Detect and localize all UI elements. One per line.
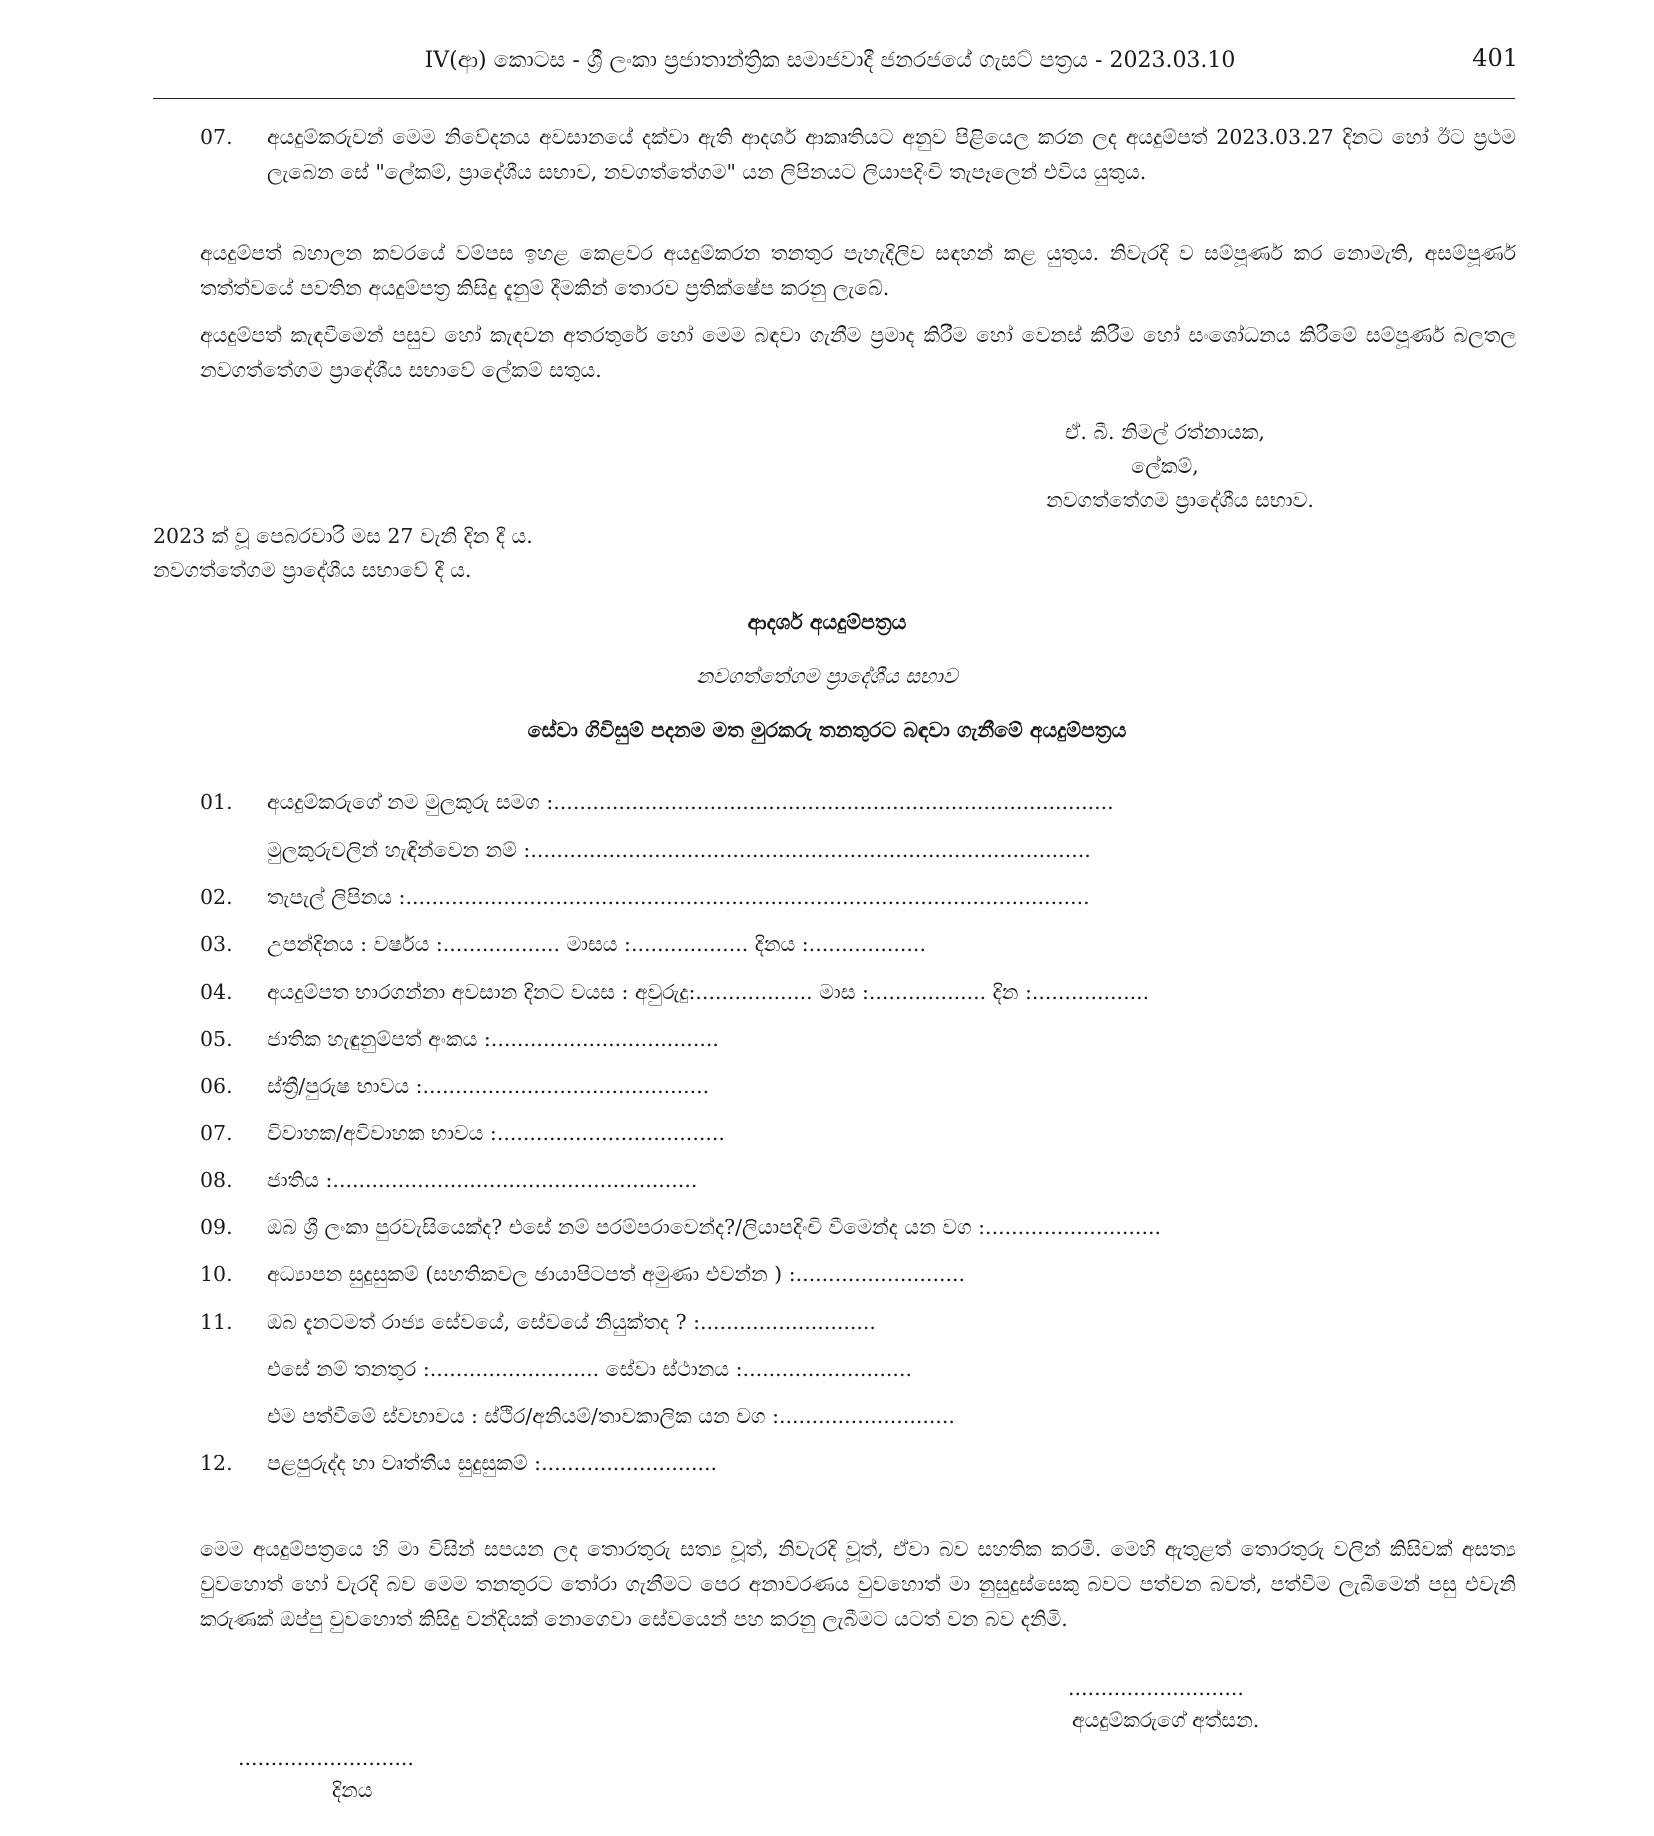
item-number: 12. <box>200 1451 233 1475</box>
form-item-07-marital <box>200 1121 1520 1157</box>
form-subtitle: නවගත්තේගම ප්‍රාදේශීය සභාව <box>696 664 958 688</box>
item-field[interactable]: ඔබ දැනටමත් රාජ්‍ය සේවයේ, සේවයේ නියුක්තද ? :........................... <box>267 1310 876 1334</box>
form-item-11-appointment-type <box>200 1404 1520 1440</box>
item-field[interactable]: ඔබ ශ්‍රී ලංකා පුරවැසියෙක්ද? එසේ නම් පරම්පරාවෙන්ද?/ලියාපදිංචි වීමෙන්ද යන වග :........................... <box>267 1215 1161 1239</box>
applicant-signature-line[interactable]: ........................... <box>1068 1676 1244 1700</box>
declaration-paragraph: මෙම අයදුම්පත්‍රයෙ හි මා විසින් සපයන ලද තොරතුරු සත්‍ය වූත්, නිවැරදි වූත්, ඒවා බව සහතික කරමි. මෙහි ඇතුළත් තොරතුරු වලින් කිසිවක් අසත්‍ය වුවහොත් හෝ වැරදි බව මෙම තනතුරට තෝරා ගැනීමට පෙර අනාවරණය වුවහොත් මා නුසුදුස්සෙකු බවට පත්වන බවත්, පත්වීම ලැබීමෙන් පසු එවැනි කරුණක් ඔප්පු වුවහොත් කිසිදු වන්දියක් නොගෙවා සේවයෙන් පහ කරනු ලැබීමට යටත් වන බව දනිමි. <box>200 1537 1516 1631</box>
applicant-signature-label: අයදුම්කරුගේ අත්සන. <box>1072 1708 1260 1732</box>
item-number: 09. <box>200 1215 233 1239</box>
form-item-05-nic <box>200 1027 1520 1063</box>
form-heading: සේවා ගිවිසුම් පදනම මත මුරකරු තනතුරට බඳවා ගැනීමේ අයදුම්පත්‍රය <box>527 718 1127 742</box>
item-number: 01. <box>200 790 233 814</box>
item-field[interactable]: ජාතිය :........................................................ <box>267 1168 698 1192</box>
dateline-place: නවගත්තේගම ප්‍රාදේශීය සභාවේ දී ය. <box>153 558 472 582</box>
signatory-name: ඒ. බී. නිමල් රත්නායක, <box>1065 420 1265 444</box>
item-number: 07. <box>200 1121 233 1145</box>
form-title: ආදර්ශ අයදුම්පත්‍රය <box>747 610 907 634</box>
form-item-11-public-service <box>200 1310 1520 1346</box>
signatory-office: නවගත්තේගම ප්‍රාදේශීය සභාව. <box>1046 488 1314 512</box>
form-item-12-experience <box>200 1451 1520 1487</box>
notice-paragraph-authority: අයදුම්පත් කැඳවීමෙන් පසුව හෝ කැඳවන අතරතුරේ හෝ මෙම බඳවා ගැනීම ප්‍රමාද කිරීම හෝ වෙනස් කිරීම හෝ සංශෝධනය කිරීමේ සම්පූර්ණ බලතල නවගත්තේගම ප්‍රාදේශීය සභාවේ ලේකම් සතුය. <box>200 323 1516 382</box>
date-label: දිනය <box>332 1778 373 1802</box>
paragraph-number: 07. <box>200 125 233 149</box>
item-field[interactable]: එම පත්වීමේ ස්වභාවය : ස්ථිර/අනියම්/තාවකාලික යන වග :........................... <box>267 1404 955 1428</box>
header-divider <box>153 98 1515 99</box>
gazette-header-title: IV(ආ) කොටස - ශ්‍රී ලංකා ප්‍රජාතාන්ත්‍රික සමාජවාදී ජනරජයේ ගැසට් පත්‍රය - 2023.03.10 <box>424 48 1236 73</box>
item-field[interactable]: විවාහක/අවිවාහක භාවය :................................... <box>267 1121 725 1145</box>
item-field[interactable]: උපන්දිනය : වර්ෂය :.................. මාසය :.................. දිනය :.................. <box>267 932 926 956</box>
item-number: 02. <box>200 885 233 909</box>
form-item-02-address <box>200 885 1520 921</box>
item-number: 03. <box>200 932 233 956</box>
item-number: 11. <box>200 1310 233 1334</box>
item-field[interactable]: අයදුම්කරුගේ නම මුලකුරු සමග :...................................................................................... <box>267 790 1114 814</box>
page-number: 401 <box>1472 44 1518 72</box>
form-item-11-post <box>200 1357 1520 1393</box>
notice-paragraph-rejection: අයදුම්පත් බහාලන කවරයේ වම්පස ඉහළ කෙළවර අයදුම්කරන තනතුර පැහැදිලිව සඳහන් කළ යුතුය. නිවැරදි ව සම්පූර්ණ කර නොමැති, අසම්පූර්ණ තත්ත්වයේ පවතින අයදුම්පත්‍ර කිසිදු දැනුම් දීමකින් තොරව ප්‍රතික්ෂේප කරනු ලැබේ. <box>200 241 1516 300</box>
paragraph-text: අයදුම්කරුවන් මෙම නිවේදනය අවසානයේ දක්වා ඇති ආදර්ශ ආකෘතියට අනුව පිළියෙල කරන ලද අයදුම්පත් 2023.03.27 දිනට හෝ ඊට ප්‍රථම ලැබෙන සේ "ලේකම්, ප්‍රාදේශීය සභාව, නවගත්තේගම" යන ලිපිනයට ලියාපදිංචි තැපෑලෙන් එවිය යුතුය. <box>267 125 1516 184</box>
item-field[interactable]: එසේ නම් තනතුර :.......................... සේවා ස්ථානය :.......................... <box>267 1357 912 1381</box>
item-number: 08. <box>200 1168 233 1192</box>
form-item-08-race <box>200 1168 1520 1204</box>
item-number: 06. <box>200 1074 233 1098</box>
item-field[interactable]: අයදුම්පත භාරගන්නා අවසාන දිනට වයස : අවුරුදු:.................. මාස :.................. දින :.................. <box>267 980 1150 1004</box>
form-item-10-education <box>200 1262 1520 1298</box>
dateline-date: 2023 ක් වූ පෙබරවාරි මස 27 වැනි දින දී ය. <box>153 524 533 548</box>
item-field[interactable]: පළපුරුද්ද හා වෘත්තීය සුදුසුකම් :........................... <box>267 1451 718 1475</box>
form-item-04-age <box>200 980 1520 1016</box>
item-number: 05. <box>200 1027 233 1051</box>
item-field[interactable]: අධ්‍යාපන සුදුසුකම් (සහතිකවල ඡායාපිටපත් අමුණා එවන්න ) :.......................... <box>267 1262 966 1286</box>
item-field[interactable]: ස්ත්‍රී/පුරුෂ භාවය :............................................ <box>267 1074 710 1098</box>
form-item-03-birthdate <box>200 932 1520 968</box>
item-field[interactable]: මුලකුරුවලින් හැඳින්වෙන නම් :...................................................................................... <box>267 838 1091 862</box>
form-item-09-citizenship <box>200 1215 1520 1251</box>
signatory-designation: ලේකම්, <box>1131 454 1199 478</box>
notice-paragraph-07 <box>200 120 1516 190</box>
form-item-01-name <box>200 790 1520 826</box>
date-line[interactable]: ........................... <box>238 1746 414 1770</box>
item-number: 10. <box>200 1262 233 1286</box>
form-item-01-initials-name <box>200 838 1520 874</box>
item-number: 04. <box>200 980 233 1004</box>
item-field[interactable]: ජාතික හැඳුනුම්පත් අංකය :................................... <box>267 1027 719 1051</box>
form-item-06-gender <box>200 1074 1520 1110</box>
item-field[interactable]: තැපැල් ලිපිනය :......................................................................................................... <box>267 885 1090 909</box>
